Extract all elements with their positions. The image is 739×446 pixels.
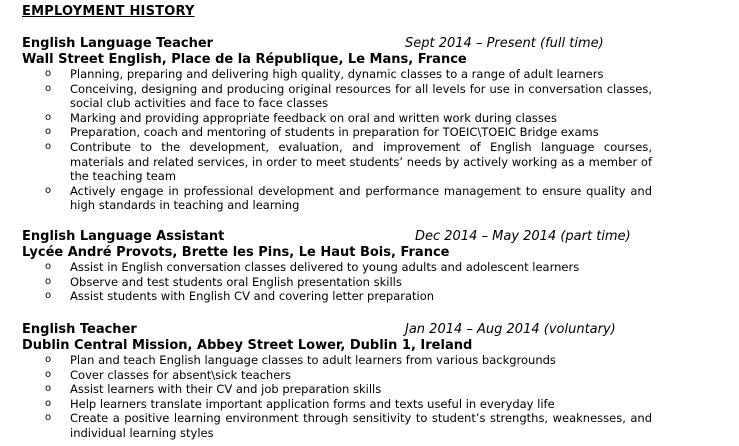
bullet-icon: o — [45, 126, 52, 138]
duty-item — [22, 67, 652, 82]
duty-item — [22, 184, 652, 213]
duty-text: Conceiving, designing and producing original resources for all levels for use in conversation classes, social club activities and face to face classes — [70, 81, 652, 111]
duty-item — [22, 397, 652, 412]
duty-item — [22, 382, 652, 397]
duty-text: Planning, preparing and delivering high quality, dynamic classes to a range of adult learners — [70, 67, 604, 81]
duty-text: Assist students with English CV and covering letter preparation — [70, 289, 435, 304]
job-entry — [22, 229, 652, 304]
section-heading: EMPLOYMENT HISTORY — [22, 4, 195, 19]
bullet-icon: o — [45, 397, 52, 409]
bullet-icon: o — [45, 111, 52, 123]
job-title: English Language Assistant — [22, 229, 225, 244]
job-entry — [22, 36, 652, 213]
duty-item — [22, 368, 652, 383]
job-header — [22, 229, 652, 245]
duty-text: Preparation, coach and mentoring of students in preparation for TOEIC\TOEIC Bridge exams — [70, 125, 599, 140]
duty-item — [22, 82, 652, 111]
employer: Lycée André Provots, Brette les Pins, Le Haut Bois, France — [22, 245, 450, 260]
duty-item — [22, 260, 652, 275]
job-header — [22, 36, 652, 52]
duty-text: Contribute to the development, evaluation, and improvement of English language courses, materials and related services, in order to meet students’ needs by actively working as a member of the teaching team — [70, 139, 652, 184]
duty-item — [22, 353, 652, 368]
employer: Dublin Central Mission, Abbey Street Lower, Dublin 1, Ireland — [22, 338, 473, 353]
duty-text: Observe and test students oral English presentation skills — [70, 274, 402, 289]
duty-item — [22, 411, 652, 440]
bullet-icon: o — [45, 261, 52, 272]
bullet-icon: o — [45, 354, 52, 365]
duty-item — [22, 289, 652, 304]
bullet-icon: o — [45, 184, 52, 196]
bullet-icon: o — [45, 140, 52, 152]
bullet-icon: o — [45, 275, 52, 287]
bullet-icon: o — [45, 368, 52, 380]
bullet-icon: o — [45, 82, 52, 94]
duty-text: Plan and teach English language classes to adult learners from various backgrounds — [70, 353, 556, 367]
duty-item — [22, 111, 652, 126]
bullet-icon: o — [45, 290, 52, 302]
job-entry — [22, 322, 652, 441]
duty-text: Actively engage in professional development and performance management to ensure quality and high standards in teaching and learning — [70, 183, 652, 213]
duty-text: Marking and providing appropriate feedback on oral and written work during classes — [70, 110, 557, 125]
bullet-icon: o — [45, 383, 52, 395]
job-dates: Sept 2014 – Present (full time) — [405, 36, 604, 51]
duty-text: Assist learners with their CV and job preparation skills — [70, 382, 382, 397]
bullet-icon: o — [45, 68, 52, 79]
job-title: English Teacher — [22, 322, 137, 337]
duty-text: Create a positive learning environment through sensitivity to student’s strengths, weaknesses, and individual learning styles — [70, 411, 652, 440]
duty-text: Assist in English conversation classes delivered to young adults and adolescent learners — [70, 260, 580, 274]
job-header — [22, 322, 652, 338]
job-dates: Dec 2014 – May 2014 (part time) — [415, 229, 631, 244]
duty-list — [22, 353, 652, 441]
duty-item — [22, 275, 652, 290]
duty-text: Cover classes for absent\sick teachers — [70, 367, 292, 382]
duty-list — [22, 260, 652, 304]
job-dates: Jan 2014 – Aug 2014 (voluntary) — [405, 322, 616, 337]
duty-item — [22, 125, 652, 140]
employer: Wall Street English, Place de la République, Le Mans, France — [22, 52, 467, 67]
duty-text: Help learners translate important application forms and texts useful in everyday life — [70, 396, 555, 411]
duty-list — [22, 67, 652, 213]
duty-item — [22, 140, 652, 184]
job-title: English Language Teacher — [22, 36, 214, 51]
bullet-icon: o — [45, 412, 52, 424]
